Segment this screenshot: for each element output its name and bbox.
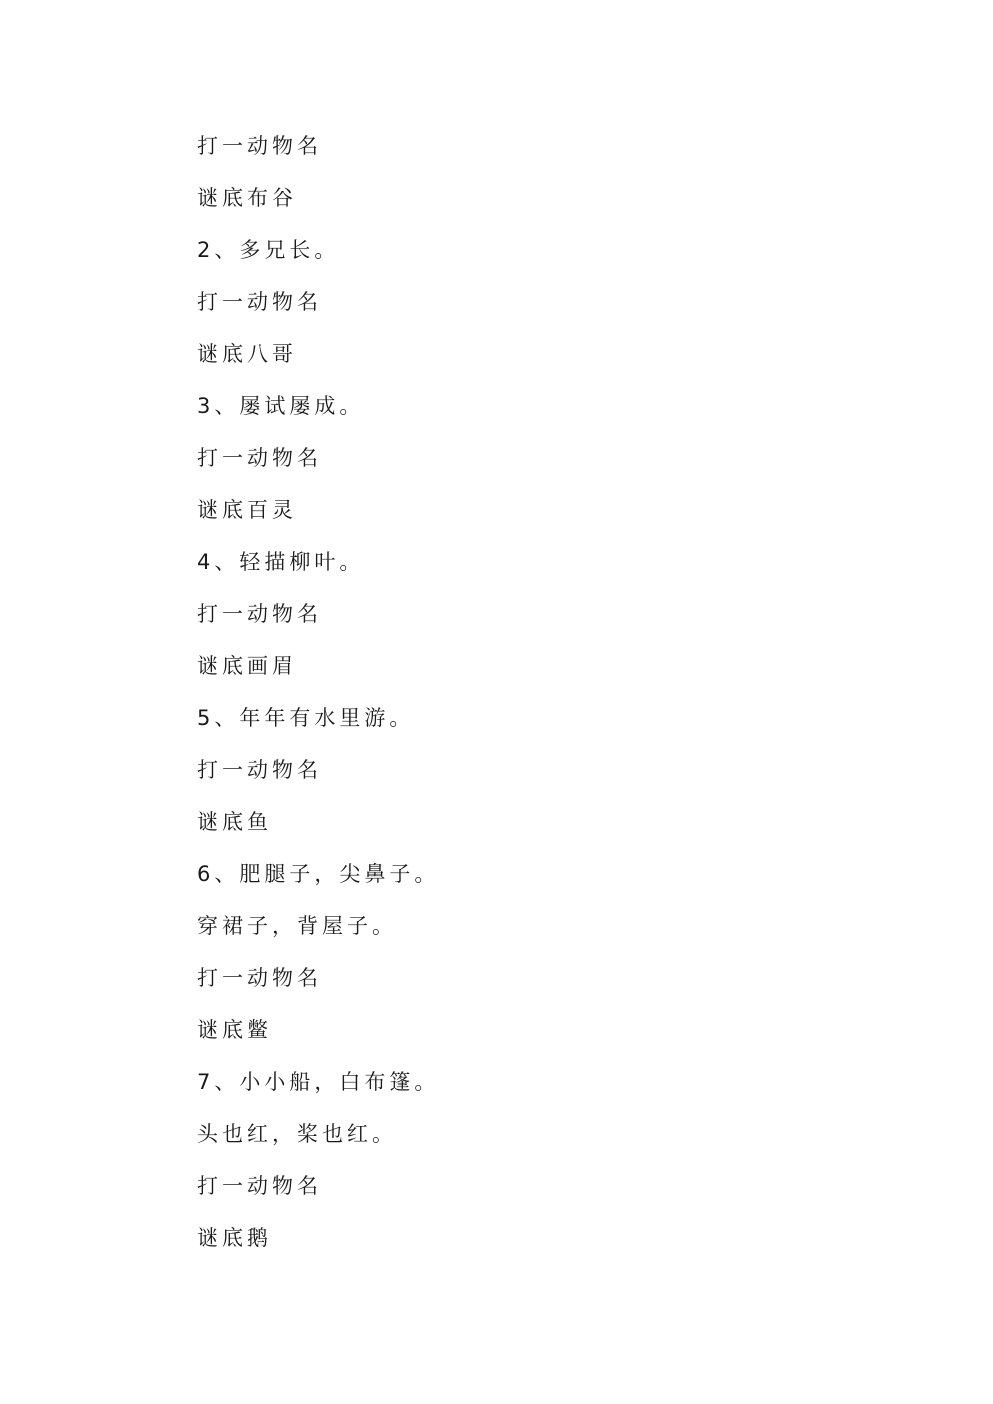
riddle-question-line: 5、年年有水里游。	[197, 706, 415, 730]
riddle-answer-line: 谜底画眉	[197, 654, 297, 678]
riddle-answer-line: 谜底八哥	[197, 342, 297, 366]
riddle-question-line: 头也红，桨也红。	[197, 1122, 397, 1146]
riddle-category-line: 打一动物名	[197, 134, 322, 158]
riddle-category-line: 打一动物名	[197, 1174, 322, 1198]
riddle-question-line: 2、多兄长。	[197, 238, 340, 262]
riddle-text-block	[197, 126, 797, 1270]
riddle-category-line: 打一动物名	[197, 966, 322, 990]
riddle-question-line: 6、肥腿子，尖鼻子。	[197, 862, 440, 886]
riddle-question-line: 3、屡试屡成。	[197, 394, 365, 418]
riddle-answer-line: 谜底鱼	[197, 810, 272, 834]
riddle-answer-line: 谜底布谷	[197, 186, 297, 210]
riddle-category-line: 打一动物名	[197, 290, 322, 314]
riddle-category-line: 打一动物名	[197, 758, 322, 782]
riddle-answer-line: 谜底鹅	[197, 1226, 272, 1250]
riddle-answer-line: 谜底鳖	[197, 1018, 272, 1042]
riddle-category-line: 打一动物名	[197, 446, 322, 470]
riddle-answer-line: 谜底百灵	[197, 498, 297, 522]
riddle-category-line: 打一动物名	[197, 602, 322, 626]
riddle-question-line: 4、轻描柳叶。	[197, 550, 365, 574]
riddle-question-line: 7、小小船，白布篷。	[197, 1070, 440, 1094]
riddle-question-line: 穿裙子，背屋子。	[197, 914, 397, 938]
